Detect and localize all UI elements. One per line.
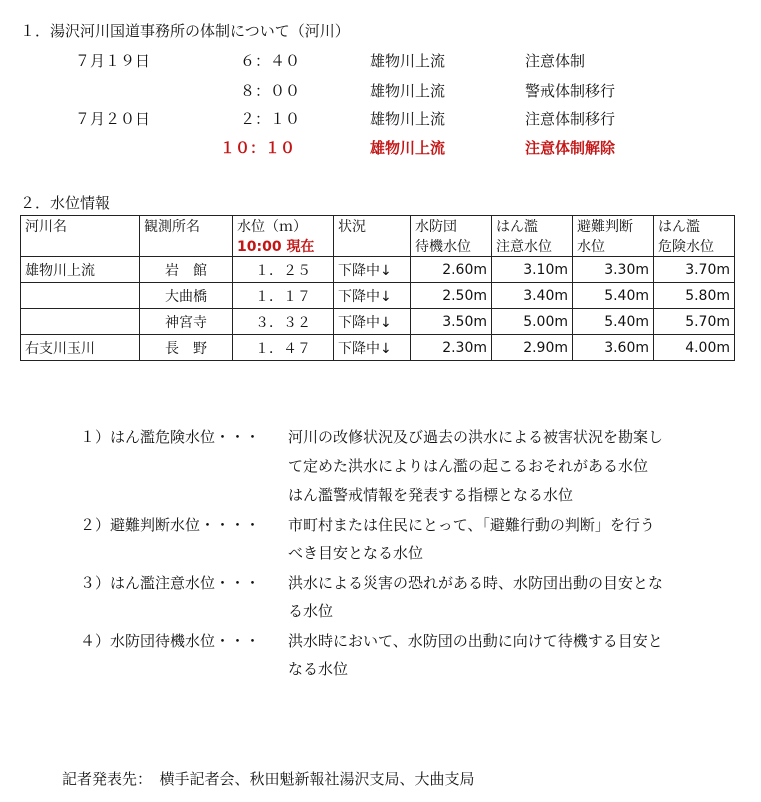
cell-evac: 5.40m [573,309,654,335]
water-level-table [20,215,735,361]
note-text: 河川の改修状況及び過去の洪水による被害状況を勘案し [288,428,664,446]
note-text: 洪水による災害の恐れがある時、水防団出動の目安とな [288,574,664,592]
cell-evac: 3.30m [573,257,654,283]
cell-level: １．１７ [233,283,334,309]
cell-danger: 3.70m [654,257,735,283]
schedule-time: ６：４０ [240,52,301,70]
header-caution: はん濫 注意水位 [492,216,573,257]
header-evac: 避難判断 水位 [573,216,654,257]
table-row [21,309,735,335]
cell-caution: 5.00m [492,309,573,335]
header-station: 観測所名 [140,216,233,257]
schedule-place: 雄物川上流 [370,110,446,128]
cell-river [21,283,140,309]
cell-standby: 2.30m [411,335,492,361]
header-river: 河川名 [21,216,140,257]
cell-danger: 5.70m [654,309,735,335]
cell-caution: 2.90m [492,335,573,361]
cell-evac: 3.60m [573,335,654,361]
schedule-status: 注意体制解除 [525,139,616,157]
note-label: ４）水防団待機水位・・・ [80,632,261,650]
schedule-time: ８：００ [240,82,301,100]
cell-station: 岩 館 [140,257,233,283]
header-danger: はん濫 危険水位 [654,216,735,257]
cell-standby: 2.60m [411,257,492,283]
schedule-time: ２：１０ [240,110,301,128]
cell-standby: 3.50m [411,309,492,335]
header-condition: 状況 [334,216,411,257]
cell-caution: 3.10m [492,257,573,283]
cell-danger: 5.80m [654,283,735,309]
cell-river: 雄物川上流 [21,257,140,283]
note-label: ２）避難判断水位・・・・ [80,516,261,534]
schedule-status: 注意体制移行 [525,110,616,128]
table-row [21,283,735,309]
note-label: ３）はん濫注意水位・・・ [80,574,261,592]
schedule-date: ７月１９日 [75,52,151,70]
cell-river: 右支川玉川 [21,335,140,361]
cell-river [21,309,140,335]
schedule-place: 雄物川上流 [370,52,446,70]
schedule-status: 警戒体制移行 [525,82,616,100]
cell-condition: 下降中↓ [334,257,411,283]
note-text: る水位 [288,602,334,620]
schedule-place: 雄物川上流 [370,82,446,100]
cell-level: ３．３２ [233,309,334,335]
header-level-note: 10:00 現在 [237,239,315,255]
schedule-place: 雄物川上流 [370,139,446,157]
cell-evac: 5.40m [573,283,654,309]
note-text: はん濫警戒情報を発表する指標となる水位 [288,486,574,504]
note-text: て定めた洪水によりはん濫の起こるおそれがある水位 [288,457,649,475]
header-level: 水位（ｍ） 10:00 現在 [233,216,334,257]
cell-station: 大曲橋 [140,283,233,309]
header-standby: 水防団 待機水位 [411,216,492,257]
cell-standby: 2.50m [411,283,492,309]
table-header-row [21,216,735,257]
section2-heading: ２．水位情報 [20,194,111,212]
cell-condition: 下降中↓ [334,335,411,361]
press-release-recipients: 記者発表先： 横手記者会、秋田魁新報社湯沢支局、大曲支局 [62,770,475,788]
note-text: べき目安となる水位 [288,544,424,562]
cell-level: １．２５ [233,257,334,283]
cell-danger: 4.00m [654,335,735,361]
note-text: 市町村または住民にとって、「避難行動の判断」を行う [288,516,655,534]
table-row [21,335,735,361]
cell-station: 長 野 [140,335,233,361]
note-text: なる水位 [288,660,349,678]
schedule-time: １０：１０ [220,139,296,157]
cell-caution: 3.40m [492,283,573,309]
cell-condition: 下降中↓ [334,309,411,335]
cell-level: １．４７ [233,335,334,361]
schedule-status: 注意体制 [525,52,586,70]
cell-station: 神宮寺 [140,309,233,335]
note-label: １）はん濫危険水位・・・ [80,428,261,446]
section1-heading: １．湯沢河川国道事務所の体制について（河川） [20,22,350,40]
table-row [21,257,735,283]
cell-condition: 下降中↓ [334,283,411,309]
note-text: 洪水時において、水防団の出動に向けて待機する目安と [288,632,663,650]
schedule-date: ７月２０日 [75,110,151,128]
